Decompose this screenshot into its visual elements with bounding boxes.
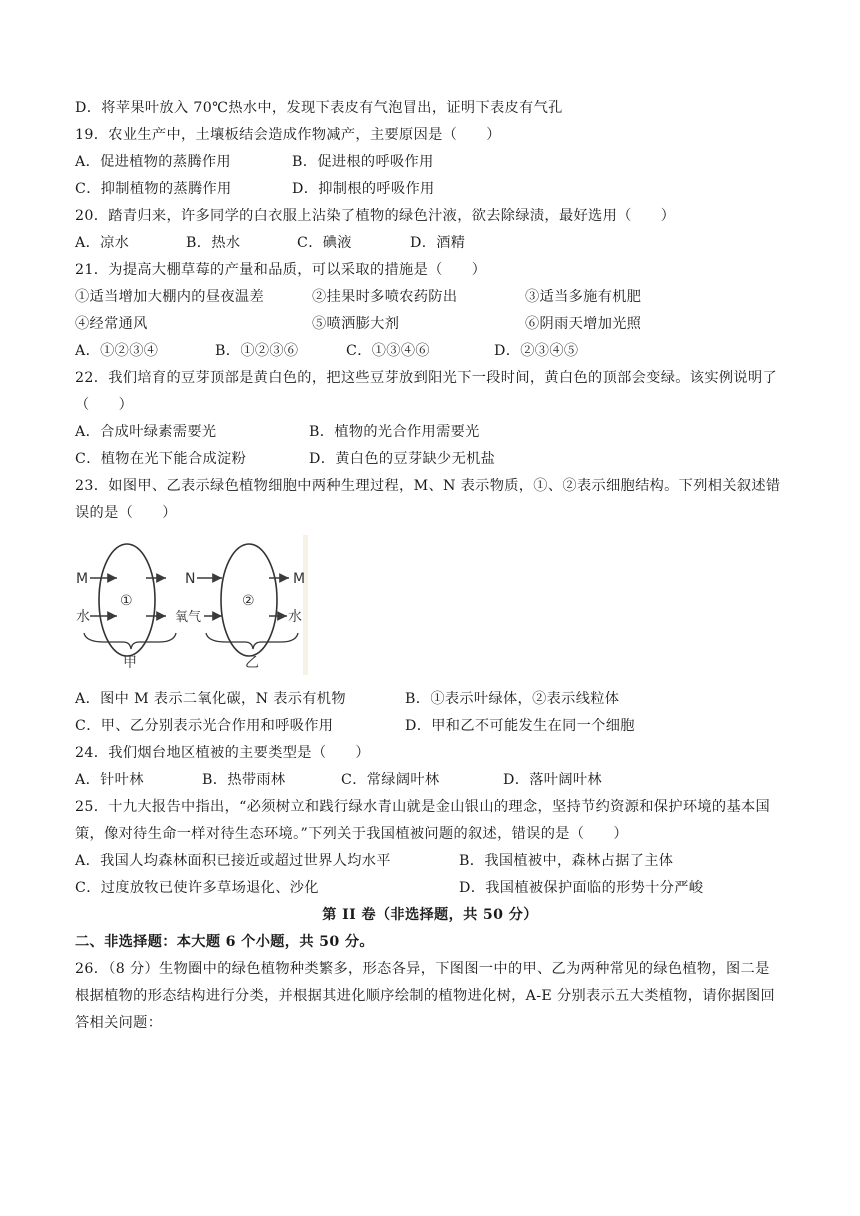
q21-measure-4: ④经常通风 [75,316,148,332]
label-jia: 甲 [123,655,137,671]
q25-option-a: A．我国人均森林面积已接近或超过世界人均水平 [75,853,391,869]
label-structure-1: ① [120,593,133,609]
q21-measure-3: ③适当多施有机肥 [525,289,642,305]
q19-option-a: A．促进植物的蒸腾作用 [75,154,231,170]
label-yi: 乙 [245,655,259,671]
q23-option-a: A．图中 M 表示二氧化碳，N 表示有机物 [75,691,346,707]
label-water-left: 水 [76,609,90,625]
q21-option-b: B．①②③⑥ [215,343,299,359]
q23-option-c: C．甲、乙分别表示光合作用和呼吸作用 [75,718,334,734]
q24-option-b: B．热带雨林 [202,772,286,788]
q19-option-c: C．抑制植物的蒸腾作用 [75,181,232,197]
q21-measure-6: ⑥阴雨天增加光照 [525,316,642,332]
q25-stem-line1: 25．十九大报告中指出，“必须树立和践行绿水青山就是金山银山的理念，坚持节约资源和保护环境的基本国 [75,799,771,815]
q18-option-d: D．将苹果叶放入 70℃热水中，发现下表皮有气泡冒出，证明下表皮有气孔 [75,100,563,116]
q21-measure-1: ①适当增加大棚内的昼夜温差 [75,289,264,305]
q26-line2: 根据植物的形态结构进行分类，并根据其进化顺序绘制的植物进化树，A-E 分别表示五大类植物，请你据图回 [75,988,776,1004]
cell-process-diagram [74,535,310,679]
label-structure-2: ② [242,593,255,609]
q23-option-d: D．甲和乙不可能发生在同一个细胞 [405,718,635,734]
label-m-right: M [293,571,306,587]
q19-option-b: B．促进根的呼吸作用 [292,154,434,170]
q20-option-c: C．碘液 [297,235,352,251]
q22-option-b: B．植物的光合作用需要光 [309,424,480,440]
q25-option-c: C．过度放牧已使许多草场退化、沙化 [75,880,319,896]
q26-line1: 26．（8 分）生物圈中的绿色植物种类繁多，形态各异，下图图一中的甲、乙为两种常见的绿色植物，图二是 [75,961,770,977]
q25-stem-line2: 策，像对待生命一样对待生态环境。”下列关于我国植被问题的叙述，错误的是（ ） [75,826,628,842]
label-n: N [185,571,196,587]
q21-option-d: D．②③④⑤ [494,343,579,359]
q20-stem: 20．踏青归来，许多同学的白衣服上沾染了植物的绿色汁液，欲去除绿渍，最好选用（ ） [75,208,676,224]
q20-option-b: B．热水 [186,235,241,251]
part2-section-heading: 二、非选择题：本大题 6 个小题，共 50 分。 [75,934,374,950]
q19-option-d: D．抑制根的呼吸作用 [292,181,435,197]
q24-stem: 24．我们烟台地区植被的主要类型是（ ） [75,745,370,761]
q25-option-b: B．我国植被中，森林占据了主体 [459,853,674,869]
q23-stem-line1: 23．如图甲、乙表示绿色植物细胞中两种生理过程，M、N 表示物质，①、②表示细胞结构。下列相关叙述错 [75,478,781,494]
q21-option-c: C．①③④⑥ [346,343,430,359]
q21-measure-2: ②挂果时多喷农药防出 [312,289,458,305]
label-m-left: M [76,571,89,587]
q24-option-d: D．落叶阔叶林 [503,772,602,788]
brace-yi [206,633,298,649]
q23-option-b: B．①表示叶绿体，②表示线粒体 [405,691,620,707]
q21-measure-5: ⑤喷洒膨大剂 [312,316,400,332]
part2-title: 第 II 卷（非选择题，共 50 分） [322,907,538,923]
q22-option-d: D．黄白色的豆芽缺少无机盐 [309,451,496,467]
q22-stem-line2: （ ） [75,397,134,413]
q22-option-a: A．合成叶绿素需要光 [75,424,217,440]
q21-option-a: A．①②③④ [75,343,159,359]
q19-stem: 19．农业生产中，土壤板结会造成作物减产，主要原因是（ ） [75,127,501,143]
q23-stem-line2: 误的是（ ） [75,505,177,521]
q24-option-c: C．常绿阔叶林 [341,772,440,788]
scan-edge [303,535,308,675]
q22-option-c: C．植物在光下能合成淀粉 [75,451,247,467]
q20-option-a: A．凉水 [75,235,130,251]
label-oxygen: 氧气 [175,610,202,625]
brace-jia [84,633,176,649]
label-water-right: 水 [288,609,302,625]
q24-option-a: A．针叶林 [75,772,144,788]
q20-option-d: D．酒精 [410,235,466,251]
q25-option-d: D．我国植被保护面临的形势十分严峻 [459,880,704,896]
q22-stem-line1: 22．我们培育的豆芽顶部是黄白色的，把这些豆芽放到阳光下一段时间，黄白色的顶部会变绿。该实例说明了 [75,370,778,386]
q21-stem: 21．为提高大棚草莓的产量和品质，可以采取的措施是（ ） [75,262,487,278]
q26-line3: 答相关问题： [75,1015,163,1031]
